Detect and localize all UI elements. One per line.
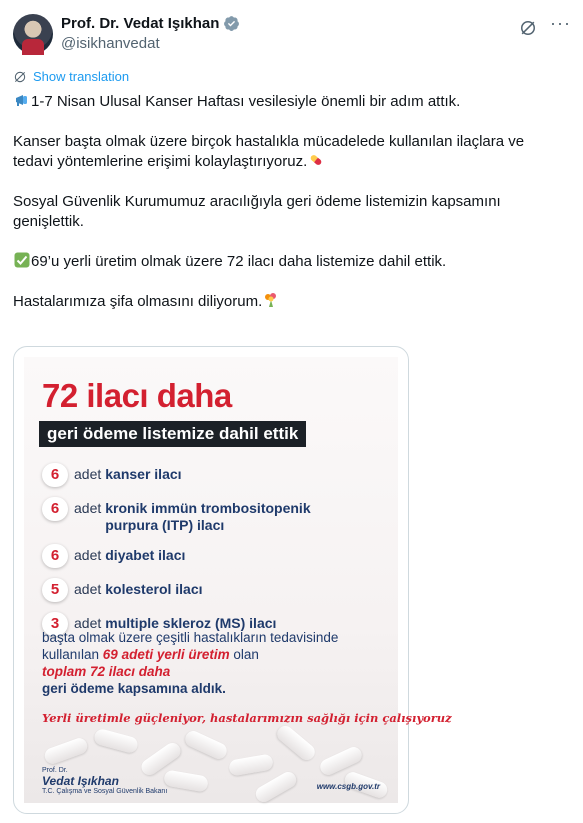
item-count: 5 (42, 578, 68, 602)
author-handle[interactable]: @isikhanvedat (61, 35, 160, 52)
show-translation-link[interactable] (13, 69, 129, 84)
item-unit: adet (74, 466, 102, 482)
list-item (42, 497, 382, 534)
paragraph-part-1: başta olmak üzere çeşitli hastalıkların tedavisinde kullanılan (42, 630, 339, 662)
check-mark-icon (14, 252, 30, 268)
tweet-header (13, 12, 570, 56)
pill-shape (163, 769, 209, 792)
list-item (42, 463, 382, 487)
infographic-paragraph (42, 629, 382, 697)
item-label: kolesterol ilacı (105, 581, 203, 597)
pill-shape (183, 728, 230, 761)
avatar[interactable] (13, 14, 53, 54)
tweet-text (13, 92, 563, 332)
bouquet-icon (263, 292, 279, 308)
item-label: diyabet ilacı (105, 547, 186, 563)
infographic-slogan: Yerli üretimle güçleniyor, hastalarımızın sağlığı için çalışıyoruz (42, 711, 452, 725)
infographic-url: www.csgb.gov.tr (316, 782, 380, 791)
pill-shape (93, 728, 140, 755)
tweet-paragraph-4-text: 69’u yerli üretim olmak üzere 72 ilacı daha listemize dahil ettik. (31, 253, 447, 270)
tweet-paragraph-5-text: Hastalarımıza şifa olmasını diliyorum. (13, 293, 263, 310)
tweet-paragraph-1-text: 1-7 Nisan Ulusal Kanser Haftası vesilesiyle önemli bir adım attık. (31, 93, 461, 110)
signature-subtitle: T.C. Çalışma ve Sosyal Güvenlik Bakanı (42, 788, 168, 795)
item-unit: adet (74, 581, 102, 597)
item-unit: adet (74, 615, 102, 631)
infographic-banner: geri ödeme listemize dahil ettik (39, 421, 306, 447)
signature-name: Vedat Işıkhan (42, 774, 119, 788)
item-count: 6 (42, 544, 68, 568)
item-unit: adet (74, 547, 102, 563)
item-label: kanser ilacı (105, 466, 182, 482)
infographic-signature (42, 767, 167, 795)
medicine-list (42, 463, 382, 646)
item-count: 6 (42, 497, 68, 521)
grok-icon[interactable] (518, 18, 538, 38)
tweet-paragraph-3: Sosyal Güvenlik Kurumumuz aracılığıyla geri ödeme listemizin kapsamını genişlettik. (13, 193, 501, 230)
pill-shape (274, 723, 318, 764)
pill-icon (308, 152, 324, 168)
tweet-paragraph-1 (13, 92, 563, 112)
paragraph-part-3: geri ödeme kapsamına aldık. (42, 681, 226, 696)
pill-shape (43, 736, 90, 766)
paragraph-part-2: olan (229, 647, 259, 662)
megaphone-icon (14, 92, 30, 108)
tweet-paragraph-2 (13, 132, 563, 172)
tweet-paragraph-2-text: Kanser başta olmak üzere birçok hastalıkla mücadelede kullanılan ilaçlara ve tedavi yöntemlerine erişimi kolaylaştırıyoruz. (13, 133, 525, 170)
verified-badge-icon (223, 15, 240, 32)
author-display-name[interactable]: Prof. Dr. Vedat Işıkhan (61, 15, 220, 32)
more-options-icon[interactable]: ··· (550, 13, 571, 33)
show-translation-label[interactable]: Show translation (33, 69, 130, 84)
pill-shape (228, 753, 274, 776)
tweet-paragraph-5 (13, 292, 563, 312)
tweet-media-image[interactable] (13, 346, 452, 814)
tweet-paragraph-4 (13, 252, 563, 272)
item-label: multiple skleroz (MS) ilacı (105, 615, 277, 631)
signature-title: Prof. Dr. (42, 767, 68, 774)
list-item (42, 544, 382, 568)
paragraph-highlight-2: toplam 72 ilacı daha (42, 664, 171, 679)
item-unit: adet (74, 500, 102, 516)
list-item (42, 578, 382, 602)
infographic (24, 357, 452, 803)
item-label: kronik immün trombositopenik purpura (ITP) ilacı (105, 500, 311, 533)
item-count: 6 (42, 463, 68, 487)
infographic-title: 72 ilacı daha (42, 377, 232, 414)
author-name-line[interactable] (61, 15, 240, 32)
item-count: 3 (42, 612, 68, 636)
translate-icon (13, 70, 27, 84)
pill-shape (253, 769, 299, 805)
paragraph-highlight-1: 69 adeti yerli üretim (102, 647, 230, 662)
